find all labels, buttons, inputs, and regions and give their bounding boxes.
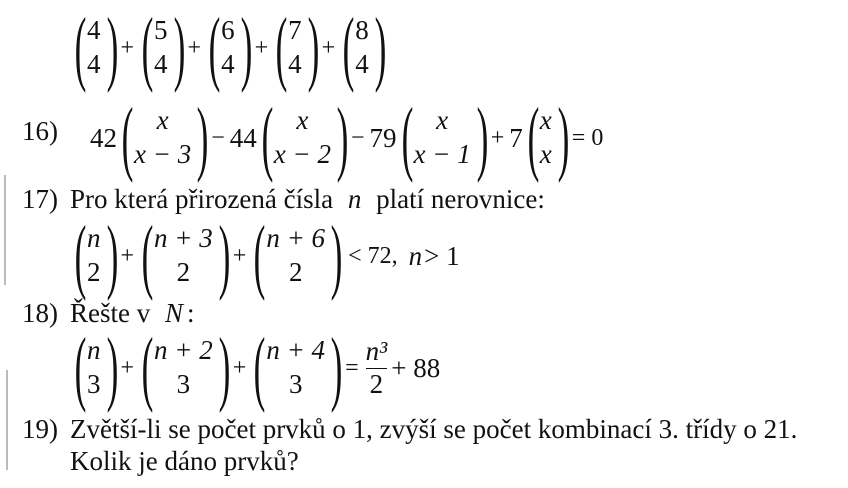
equals-zero: = 0 [571, 124, 604, 151]
scan-margin-mark [4, 175, 6, 285]
natural-numbers-set: N [165, 298, 184, 328]
top-expression [70, 1, 387, 94]
plus-88: + 88 [391, 352, 441, 383]
minus-operator: − [350, 124, 365, 151]
colon: : [187, 298, 195, 328]
binomial: ( x x − 3 ) [121, 91, 209, 184]
problem-18-text-label: Řešte v [70, 298, 151, 328]
problem-18-equation [70, 321, 441, 414]
binom-bottom: 2 [176, 257, 191, 287]
binom-bottom: 4 [87, 49, 101, 79]
plus-operator: + [321, 34, 336, 61]
binomial: ( n 3 ) [74, 321, 118, 414]
binom-bottom: 4 [154, 49, 168, 79]
plus-operator: + [232, 354, 247, 381]
binom-bottom: 4 [288, 49, 302, 79]
binom-bottom: x [539, 139, 552, 169]
scan-margin-mark [6, 370, 8, 470]
minus-operator: − [211, 124, 225, 151]
plus-operator: + [187, 34, 202, 61]
binom-top: n [87, 335, 101, 366]
condition: > 1 [424, 240, 460, 271]
coefficient: 44 [229, 122, 257, 153]
binom-top: n + 2 [154, 335, 213, 366]
problem-18-text [70, 298, 195, 329]
plus-operator: + [120, 354, 135, 381]
binom-bottom: x − 2 [273, 139, 331, 169]
problem-17-text-post: platí nerovnice: [376, 184, 545, 214]
binom-top: n [87, 223, 101, 254]
binom-bottom: 3 [87, 369, 101, 399]
binom-bottom: 4 [221, 49, 235, 79]
problem-17-text-pre: Pro která přirozená čísla [70, 184, 334, 214]
coefficient: 7 [509, 122, 523, 153]
plus-operator: + [232, 242, 247, 269]
problem-18-number: 18) [22, 298, 58, 328]
binomial: ( n + 6 2 ) [253, 209, 343, 302]
binomial: ( n + 3 2 ) [141, 209, 231, 302]
binomial: ( x x − 1 ) [401, 91, 489, 184]
binom-bottom: 4 [355, 49, 369, 79]
binomial-1: ( 4 4 ) [74, 1, 118, 94]
binom-top: 5 [154, 15, 168, 46]
binomial-2: ( 5 4 ) [141, 1, 185, 94]
binom-top: x [436, 105, 449, 136]
binomial: ( n 2 ) [74, 209, 118, 302]
fraction-denominator: 2 [369, 368, 384, 399]
binom-bottom: 3 [176, 369, 191, 399]
problem-16-equation [88, 91, 606, 184]
binomial-3: ( 6 4 ) [208, 1, 252, 94]
binom-top: n + 6 [266, 223, 326, 254]
equals-operator: = [345, 354, 359, 381]
plus-operator: + [120, 34, 135, 61]
binom-top: 4 [87, 15, 101, 46]
binomial: ( x x ) [527, 91, 570, 184]
fraction [362, 336, 392, 399]
binom-bottom: x − 3 [134, 139, 192, 169]
binom-bottom: 2 [288, 257, 303, 287]
binom-top: 8 [355, 15, 369, 46]
binom-top: 6 [221, 15, 235, 46]
problem-17-var: n [347, 184, 362, 214]
binomial-4: ( 7 4 ) [275, 1, 320, 94]
binom-bottom: 3 [288, 369, 303, 399]
binom-top: x [296, 105, 309, 136]
binom-top: x [156, 105, 169, 136]
binom-bottom: 2 [87, 257, 101, 287]
problem-17-number: 17) [22, 184, 58, 214]
problem-19-line-2: Kolik je dáno prvků? [70, 446, 299, 476]
plus-operator: + [254, 34, 269, 61]
binom-top: 7 [288, 15, 302, 46]
binom-top: n + 3 [154, 223, 213, 254]
coefficient: 79 [369, 122, 397, 153]
binom-top: x [539, 105, 552, 136]
problem-19-line-1: Zvětší-li se počet prvků o 1, zvýší se počet kombinací 3. třídy o 21. [70, 414, 798, 444]
binomial: ( n + 4 3 ) [253, 321, 343, 414]
binomial: ( x x − 2 ) [261, 91, 349, 184]
plus-operator: + [120, 242, 135, 269]
problem-17-inequality [70, 209, 460, 302]
less-than-72: < 72, [348, 242, 398, 269]
binom-bottom: x − 1 [413, 139, 471, 169]
binomial: ( n + 2 3 ) [141, 321, 231, 414]
binom-top: n + 4 [266, 335, 326, 366]
fraction-numerator: n³ [365, 336, 388, 367]
problem-16-number: 16) [22, 116, 58, 146]
binomial-5: ( 8 4 ) [342, 1, 387, 94]
condition-var: n [408, 240, 423, 271]
plus-operator: + [490, 124, 505, 151]
problem-19-number: 19) [22, 414, 58, 444]
coefficient: 42 [90, 122, 117, 153]
